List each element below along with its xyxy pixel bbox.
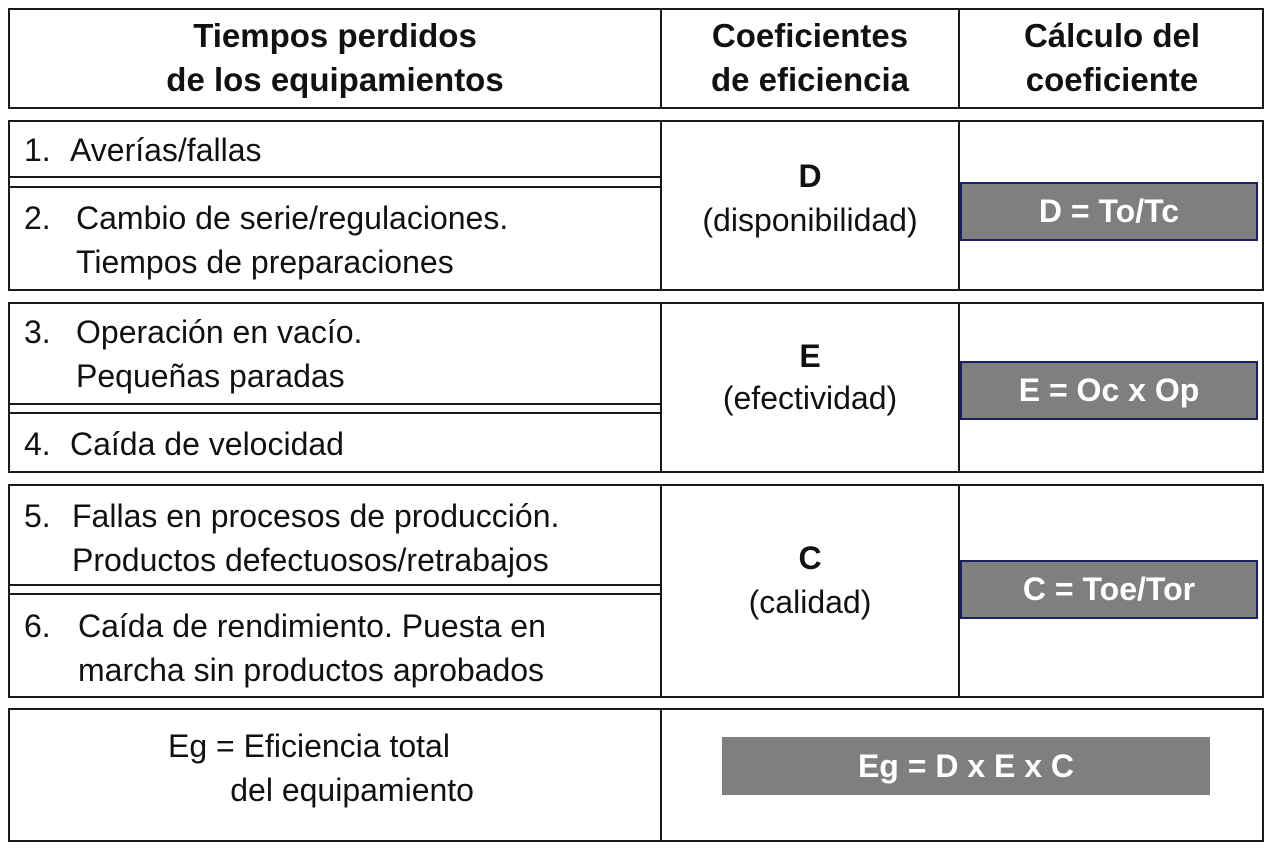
group-effectiveness-loss-divider <box>8 403 660 405</box>
loss-number: 6. <box>24 608 51 644</box>
formula-total: Eg = D x E x C <box>722 737 1210 795</box>
group-quality-loss-divider <box>8 584 660 586</box>
loss-text: Caída de rendimiento. Puesta en marcha sin productos aprobados <box>78 608 546 688</box>
formula-effectiveness: E = Oc x Op <box>960 361 1258 420</box>
group-availability-loss-divider-2 <box>8 186 660 188</box>
loss-number: 5. <box>24 498 51 534</box>
loss-text: Caída de velocidad <box>70 426 344 462</box>
header-coefficient-calculation: Cálculo del coeficiente <box>1023 17 1201 98</box>
formula-availability: D = To/Tc <box>960 182 1258 241</box>
coefficient-name: (disponibilidad) <box>702 202 918 238</box>
formula-quality: C = Toe/Tor <box>960 560 1258 619</box>
loss-number: 4. <box>24 426 51 462</box>
total-label: Eg = Eficiencia total del equipamiento <box>168 728 474 808</box>
coefficient-name: (calidad) <box>748 584 872 620</box>
loss-text: Averías/fallas <box>70 132 262 168</box>
loss-number: 2. <box>24 200 51 236</box>
header-lost-times: Tiempos perdidos de los equipamientos <box>166 17 504 98</box>
header-efficiency-coefficients: Coeficientes de eficiencia <box>710 17 910 98</box>
loss-text: Cambio de serie/regulaciones. Tiempos de preparaciones <box>76 200 509 280</box>
loss-text: Fallas en procesos de producción. Productos defectuosos/retrabajos <box>72 498 560 578</box>
coefficient-name: (efectividad) <box>722 380 898 416</box>
coefficient-letter: E <box>799 338 821 374</box>
group-quality-loss-divider-2 <box>8 593 660 595</box>
coefficient-letter: C <box>798 540 822 576</box>
loss-number: 3. <box>24 314 51 350</box>
group-effectiveness-loss-divider-2 <box>8 412 660 414</box>
loss-text: Operación en vacío. Pequeñas paradas <box>76 314 363 394</box>
group-availability-loss-divider <box>8 176 660 178</box>
loss-number: 1. <box>24 132 51 168</box>
coefficient-letter: D <box>798 158 822 194</box>
total-row-divider <box>660 708 662 842</box>
